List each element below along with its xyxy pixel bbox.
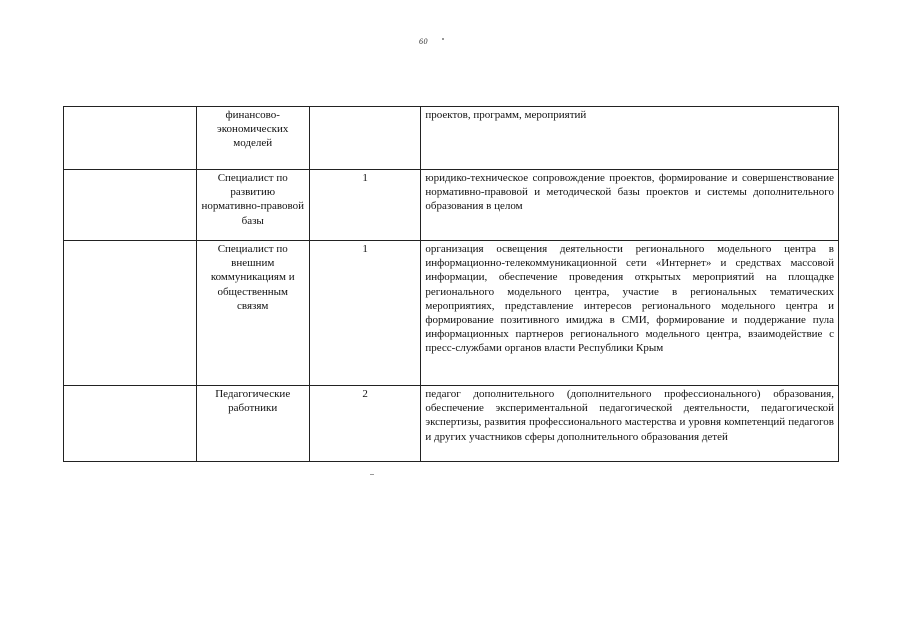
duties-cell: юридико-техническое сопровождение проектов, формирование и совершенствование нормативно-правовой и методической базы проектов и системы дополнительного образования в целом xyxy=(421,170,839,241)
duties-cell: организация освещения деятельности регионального модельного центра в информационно-телекоммуникационной сети «Интернет» и средствах массовой информации, обеспечение проведения открытых мероприятий на площадке регионального модельного центра, участие в региональных тематических мероприятиях, представление интересов регионального модельного центра и формирование позитивного имиджа в СМИ, формирование и поддержание пула информационных партнеров регионального модельного центра, взаимодействие с пресс-службами органов власти Республики Крым xyxy=(421,241,839,386)
empty-cell xyxy=(64,241,197,386)
scan-speck xyxy=(370,474,374,475)
count-cell: 1 xyxy=(309,241,420,386)
count-cell: 2 xyxy=(309,386,420,462)
count-cell: 1 xyxy=(309,170,420,241)
duties-cell: педагог дополнительного (дополнительного профессионального) образования, обеспечение экспериментальной педагогической деятельности, педагогической экспертизы, развития профессионального мастерства и уровня компетенций педагогов и других участников сферы дополнительного образования детей xyxy=(421,386,839,462)
empty-cell xyxy=(64,107,197,170)
empty-cell xyxy=(64,170,197,241)
scan-speck xyxy=(442,38,444,40)
duties-cell: проектов, программ, мероприятий xyxy=(421,107,839,170)
table-row xyxy=(64,107,839,170)
table-row xyxy=(64,170,839,241)
role-cell: финансово-экономических моделей xyxy=(196,107,309,170)
table-row xyxy=(64,386,839,462)
role-cell: Специалист по развитию нормативно-правовой базы xyxy=(196,170,309,241)
count-cell xyxy=(309,107,420,170)
empty-cell xyxy=(64,386,197,462)
role-cell: Специалист по внешним коммуникациям и общественным связям xyxy=(196,241,309,386)
staff-table xyxy=(63,106,839,462)
role-cell: Педагогические работники xyxy=(196,386,309,462)
table-row xyxy=(64,241,839,386)
page-number: 60 xyxy=(419,37,428,46)
